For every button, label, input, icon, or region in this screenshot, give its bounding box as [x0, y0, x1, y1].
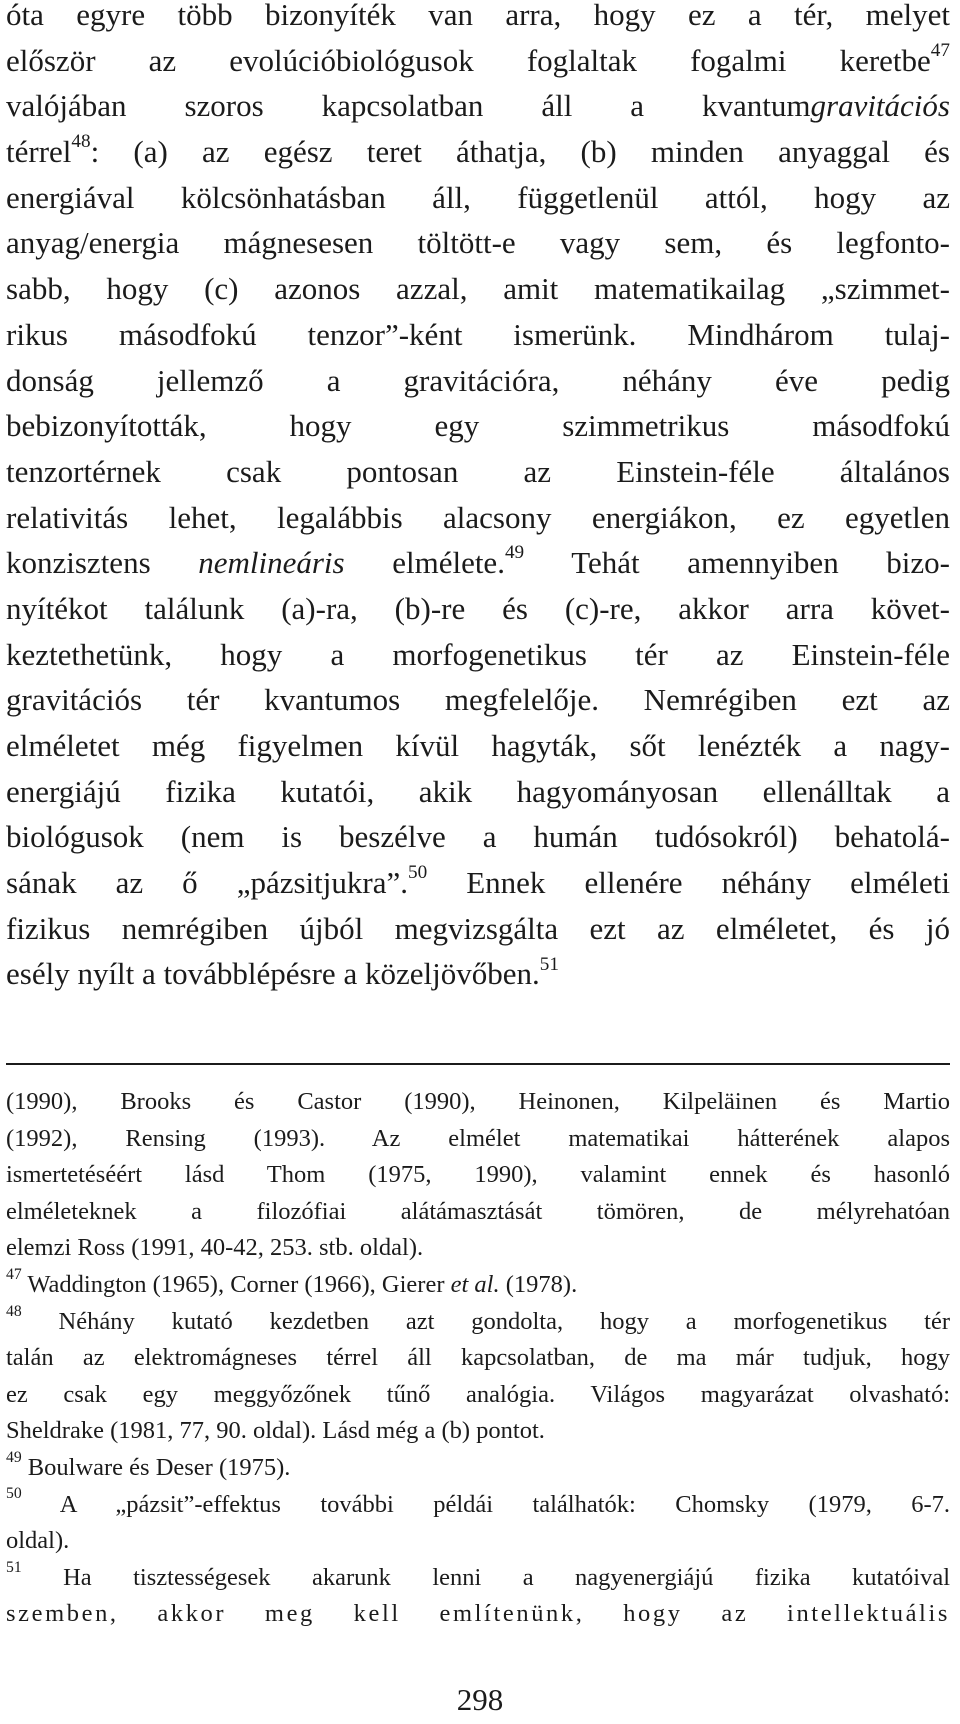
italic-text: gravitációs — [810, 88, 950, 124]
text-run: tenzortérnek csak pontosan az Einstein-féle általános — [6, 453, 950, 489]
text-run: A „pázsit”-effektus további példái találhatók: Chomsky (1979, 6-7. — [21, 1490, 950, 1518]
footnote-reference: 49 — [504, 542, 525, 564]
text-line — [6, 220, 950, 266]
footnote-line — [6, 1267, 950, 1304]
text-run: térrel — [6, 134, 72, 170]
text-line — [6, 906, 950, 952]
page-number: 298 — [456, 1682, 504, 1717]
text-run: (1992), Rensing (1993). Az elmélet matematikai hátterének alapos — [6, 1124, 950, 1152]
text-line — [6, 769, 950, 815]
footnote-reference: 51 — [6, 1558, 22, 1576]
text-run: valójában szoros kapcsolatban áll a kvantum — [6, 88, 811, 124]
text-run: elmélete. — [344, 545, 505, 581]
footnote-line — [6, 1194, 950, 1231]
footnote-line — [6, 1560, 950, 1597]
footnote-line — [6, 1450, 950, 1487]
text-run: keztethetünk, hogy a morfogenetikus tér az Einstein-féle — [6, 636, 950, 672]
text-run: elméletet még figyelmen kívül hagyták, sőt lenézték a nagy- — [6, 728, 950, 763]
text-run: energiával kölcsönhatásban áll, függetlenül attól, hogy az — [6, 179, 950, 215]
footnote-line — [6, 1340, 950, 1377]
text-line — [6, 632, 950, 678]
text-run: nyítékot találunk (a)-ra, (b)-re és (c)-re, akkor arra követ- — [6, 590, 950, 626]
footnote-reference: 50 — [6, 1485, 22, 1503]
text-line — [6, 358, 950, 404]
italic-text: nemlineáris — [198, 545, 345, 581]
text-run: esély nyílt a továbblépésre a közeljövőben. — [6, 956, 540, 992]
text-run: anyag/energia mágnesesen töltött-e vagy sem, és legfonto- — [6, 225, 950, 261]
text-line — [6, 723, 950, 769]
text-run: óta egyre több bizonyíték van arra, hogy ez a tér, melyet — [6, 0, 950, 32]
text-run: Tehát amennyiben bizo- — [524, 545, 950, 581]
italic-text: et al. — [450, 1270, 500, 1298]
footnote-line — [6, 1304, 950, 1341]
text-run: oldal). — [6, 1527, 70, 1555]
footnote-reference: 49 — [6, 1448, 22, 1466]
footnote-reference: 51 — [539, 953, 559, 975]
text-line — [6, 540, 950, 586]
text-run: ismertetéséért lásd Thom (1975, 1990), valamint ennek és hasonló — [6, 1161, 950, 1189]
text-run: Ha tisztességesek akarunk lenni a nagyenergiájú fizika kutatóival — [21, 1563, 950, 1591]
footnote-line — [6, 1523, 950, 1560]
text-line — [6, 586, 950, 632]
text-run: először az evolúcióbiológusok foglaltak fogalmi keretbe — [6, 42, 931, 78]
footnotes-block — [6, 1084, 950, 1633]
text-run: szemben, akkor meg kell említenünk, hogy az intellektuális — [6, 1600, 950, 1628]
text-run: energiájú fizika kutatói, akik hagyományosan ellenálltak a — [6, 773, 950, 809]
footnote-line — [6, 1413, 950, 1450]
text-line — [6, 814, 950, 860]
text-run: Boulware és Deser (1975). — [21, 1453, 291, 1481]
text-line — [6, 266, 950, 312]
footnote-reference: 50 — [408, 862, 428, 884]
text-run: sának az ő „pázsitjukra”. — [6, 865, 408, 901]
text-line — [6, 312, 950, 358]
footnote-line — [6, 1230, 950, 1267]
footnote-reference: 47 — [930, 39, 950, 61]
text-run: konzisztens — [6, 545, 199, 581]
footnote-line — [6, 1121, 950, 1158]
text-run: sabb, hogy (c) azonos azzal, amit matematikailag „szimmet- — [6, 271, 950, 307]
footnote-reference: 48 — [71, 131, 91, 153]
main-text-block — [6, 0, 950, 997]
text-run: (1978). — [499, 1270, 578, 1298]
text-line — [6, 403, 950, 449]
text-line — [6, 129, 950, 175]
text-run: Ennek ellenére néhány elméleti — [427, 865, 950, 901]
text-run: elemzi Ross (1991, 40-42, 253. stb. oldal). — [6, 1234, 424, 1262]
footnote-reference: 48 — [6, 1302, 22, 1320]
footnote-line — [6, 1377, 950, 1414]
footnote-line — [6, 1157, 950, 1194]
text-run: rikus másodfokú tenzor”-ként ismerünk. Mindhárom tulaj- — [6, 316, 950, 352]
text-line — [6, 83, 950, 129]
text-run: elméleteknek a filozófiai alátámasztását tömören, de mélyrehatóan — [6, 1197, 950, 1225]
footnote-separator-rule — [6, 1063, 950, 1065]
text-run: gravitációs tér kvantumos megfelelője. Nemrégiben ezt az — [6, 682, 950, 718]
text-run: Sheldrake (1981, 77, 90. oldal). Lásd még a (b) pontot. — [6, 1417, 545, 1445]
text-line — [6, 860, 950, 906]
text-line — [6, 449, 950, 495]
footnote-line — [6, 1596, 950, 1633]
text-run: donság jellemző a gravitációra, néhány éve pedig — [6, 362, 950, 398]
text-line — [6, 175, 950, 221]
footnote-reference: 47 — [6, 1265, 22, 1283]
text-line — [6, 0, 950, 38]
text-run: relativitás lehet, legalábbis alacsony energiákon, ez egyetlen — [6, 499, 950, 535]
text-run: : (a) az egész teret áthatja, (b) minden anyaggal és — [90, 134, 950, 170]
text-run: (1990), Brooks és Castor (1990), Heinonen, Kilpeläinen és Martio — [6, 1088, 950, 1115]
text-run: ez csak egy meggyőzőnek tűnő analógia. Világos magyarázat olvasható: — [6, 1380, 950, 1408]
text-line — [6, 677, 950, 723]
text-run: fizikus nemrégiben újból megvizsgálta ezt az elméletet, és jó — [6, 910, 950, 946]
text-run: talán az elektromágneses térrel áll kapcsolatban, de ma már tudjuk, hogy — [6, 1344, 950, 1372]
footnote-line — [6, 1084, 950, 1121]
text-line — [6, 495, 950, 541]
text-run: biológusok (nem is beszélve a humán tudósokról) behatolá- — [6, 819, 950, 855]
text-run: Néhány kutató kezdetben azt gondolta, hogy a morfogenetikus tér — [21, 1307, 950, 1335]
text-run: bebizonyították, hogy egy szimmetrikus másodfokú — [6, 408, 950, 444]
text-line — [6, 951, 950, 997]
footnote-line — [6, 1487, 950, 1524]
text-line — [6, 38, 950, 84]
text-run: Waddington (1965), Corner (1966), Gierer — [21, 1270, 451, 1298]
